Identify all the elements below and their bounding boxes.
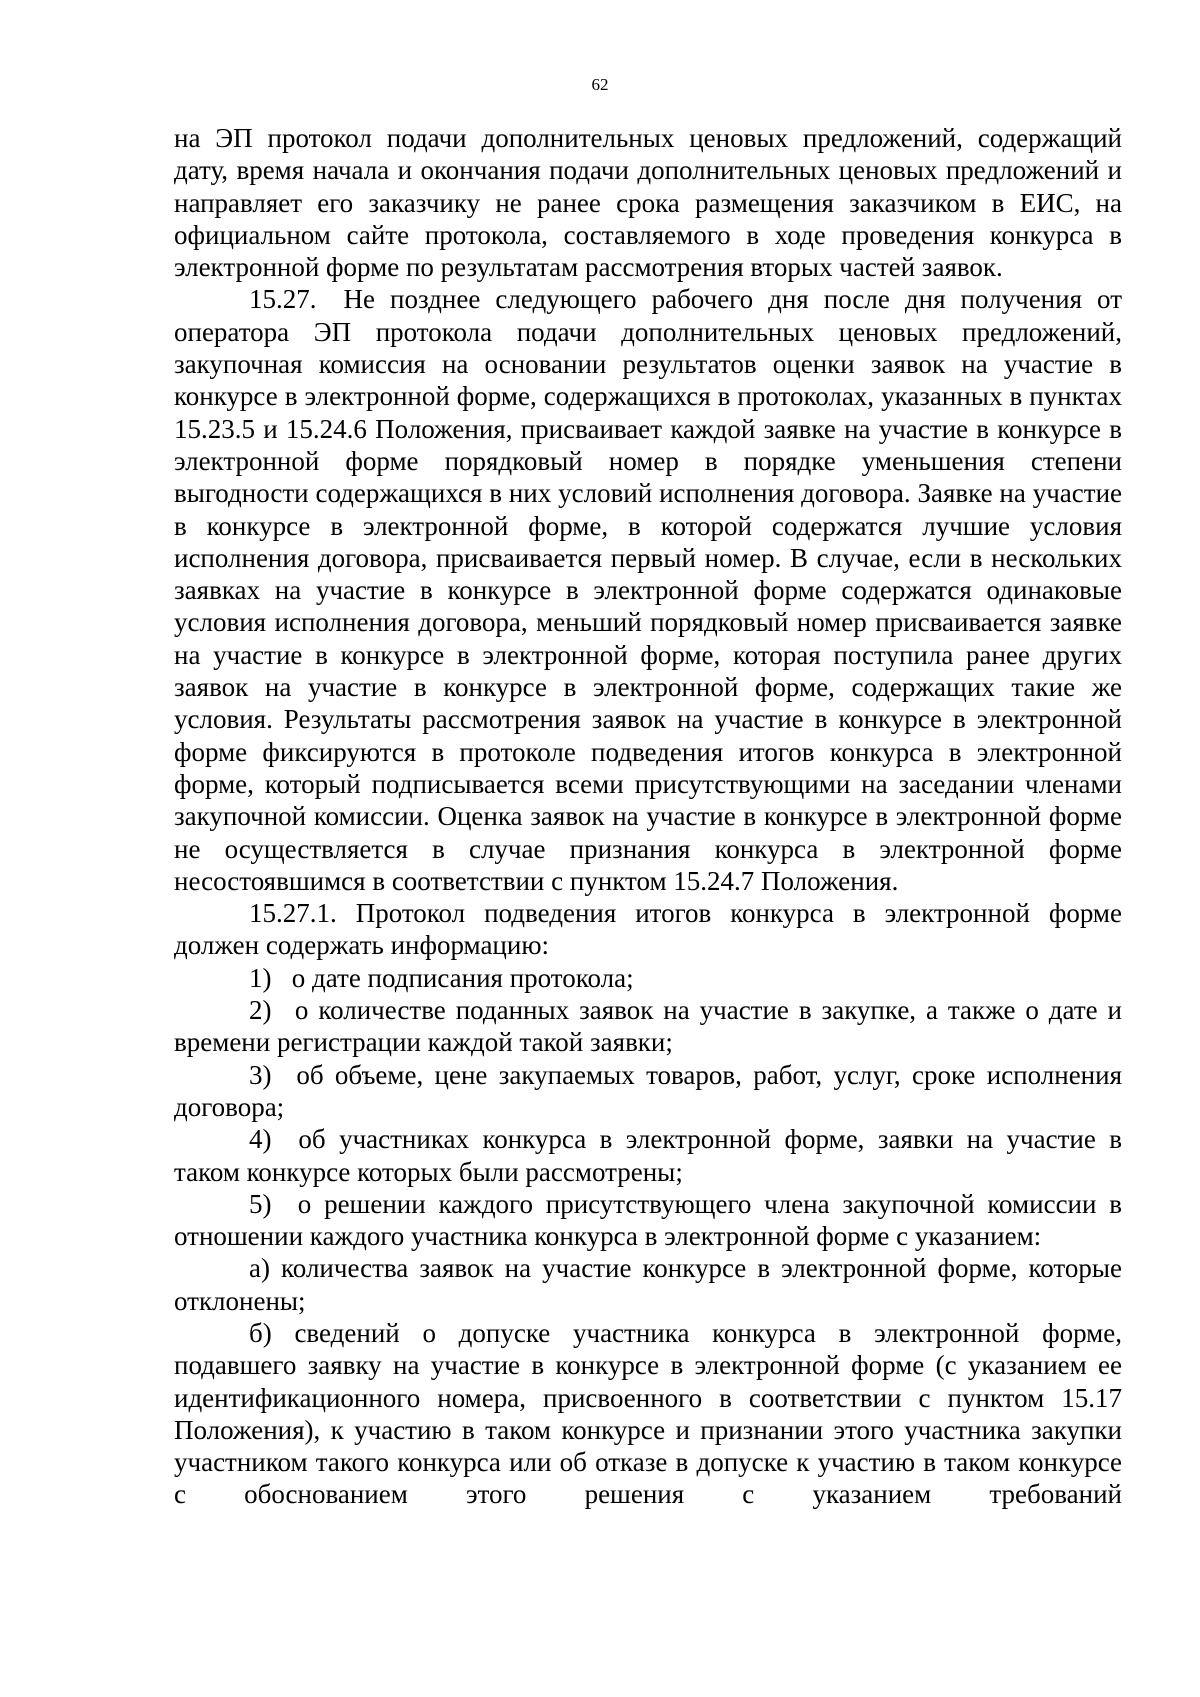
list-item-5: 5) о решении каждого присутствующего члена закупочной комиссии в отношении каждого участника конкурса в электронной форме с указанием:	[174, 1188, 1122, 1252]
list-item-1: 1) о дате подписания протокола;	[249, 962, 634, 993]
page-number: 62	[591, 75, 609, 94]
list-item-2: 2) о количестве поданных заявок на участие в закупке, а также о дате и времени регистрации каждой такой заявки;	[174, 995, 1122, 1058]
list-item-4: 4) об участниках конкурса в электронной форме, заявки на участие в таком конкурсе которых были рассмотрены;	[174, 1124, 1122, 1187]
paragraph-15-27: 15.27. Не позднее следующего рабочего дня после дня получения от оператора ЭП протокола подачи дополнительных ценовых предложений, закупочная комиссия на основании результатов оценки заявок на участие в конкурсе в электронной форме, содержащихся в протоколах, указанных в пунктах 15.23.5 и 15.24.6 Положения, присваивает каждой заявке на участие в конкурсе в электронной форме порядковый номер в порядке уменьшения степени выгодности содержащихся в них условий исполнения договора. Заявке на участие в конкурсе в электронной форме, в которой содержатся лучшие условия исполнения договора, присваивается первый номер. В случае, если в нескольких заявках на участие в конкурсе в электронной форме содержатся одинаковые условия исполнения договора, меньший порядковый номер присваивается заявке на участие в конкурсе в электронной форме, которая поступила ранее других заявок на участие в конкурсе в электронной форме, содержащих такие же условия. Результаты рассмотрения заявок на участие в конкурсе в электронной форме фиксируются в протоколе подведения итогов конкурса в электронной форме, который подписывается всеми присутствующими на заседании членами закупочной комиссии. Оценка заявок на участие в конкурсе в электронной форме не осуществляется в случае признания конкурса в электронной форме несостоявшимся в соответствии с пунктом 15.24.7 Положения.	[174, 284, 1122, 896]
sub-item-a: а) количества заявок на участие конкурсе в электронной форме, которые отклонены;	[174, 1253, 1122, 1316]
paragraph-continuation: на ЭП протокол подачи дополнительных ценовых предложений, содержащий дату, время начала и окончания подачи дополнительных ценовых предложений и направляет его заказчику не ранее срока размещения заказчиком в ЕИС, на официальном сайте протокола, составляемого в ходе проведения конкурса в электронной форме по результатам рассмотрения вторых частей заявок.	[174, 123, 1122, 283]
sub-item-b: б) сведений о допуске участника конкурса в электронной форме, подавшего заявку на участие в конкурсе в электронной форме (с указанием ее идентификационного номера, присвоенного в соответствии с пунктом 15.17 Положения), к участию в таком конкурсе и признании этого участника закупки участником такого конкурса или об отказе в допуске к участию в таком конкурсе с обоснованием этого решения с указанием требований	[174, 1317, 1122, 1510]
document-body	[174, 122, 1122, 1511]
paragraph-15-27-1: 15.27.1. Протокол подведения итогов конкурса в электронной форме должен содержать информацию:	[174, 898, 1122, 961]
list-item-3: 3) об объеме, цене закупаемых товаров, работ, услуг, сроке исполнения договора;	[174, 1059, 1122, 1122]
